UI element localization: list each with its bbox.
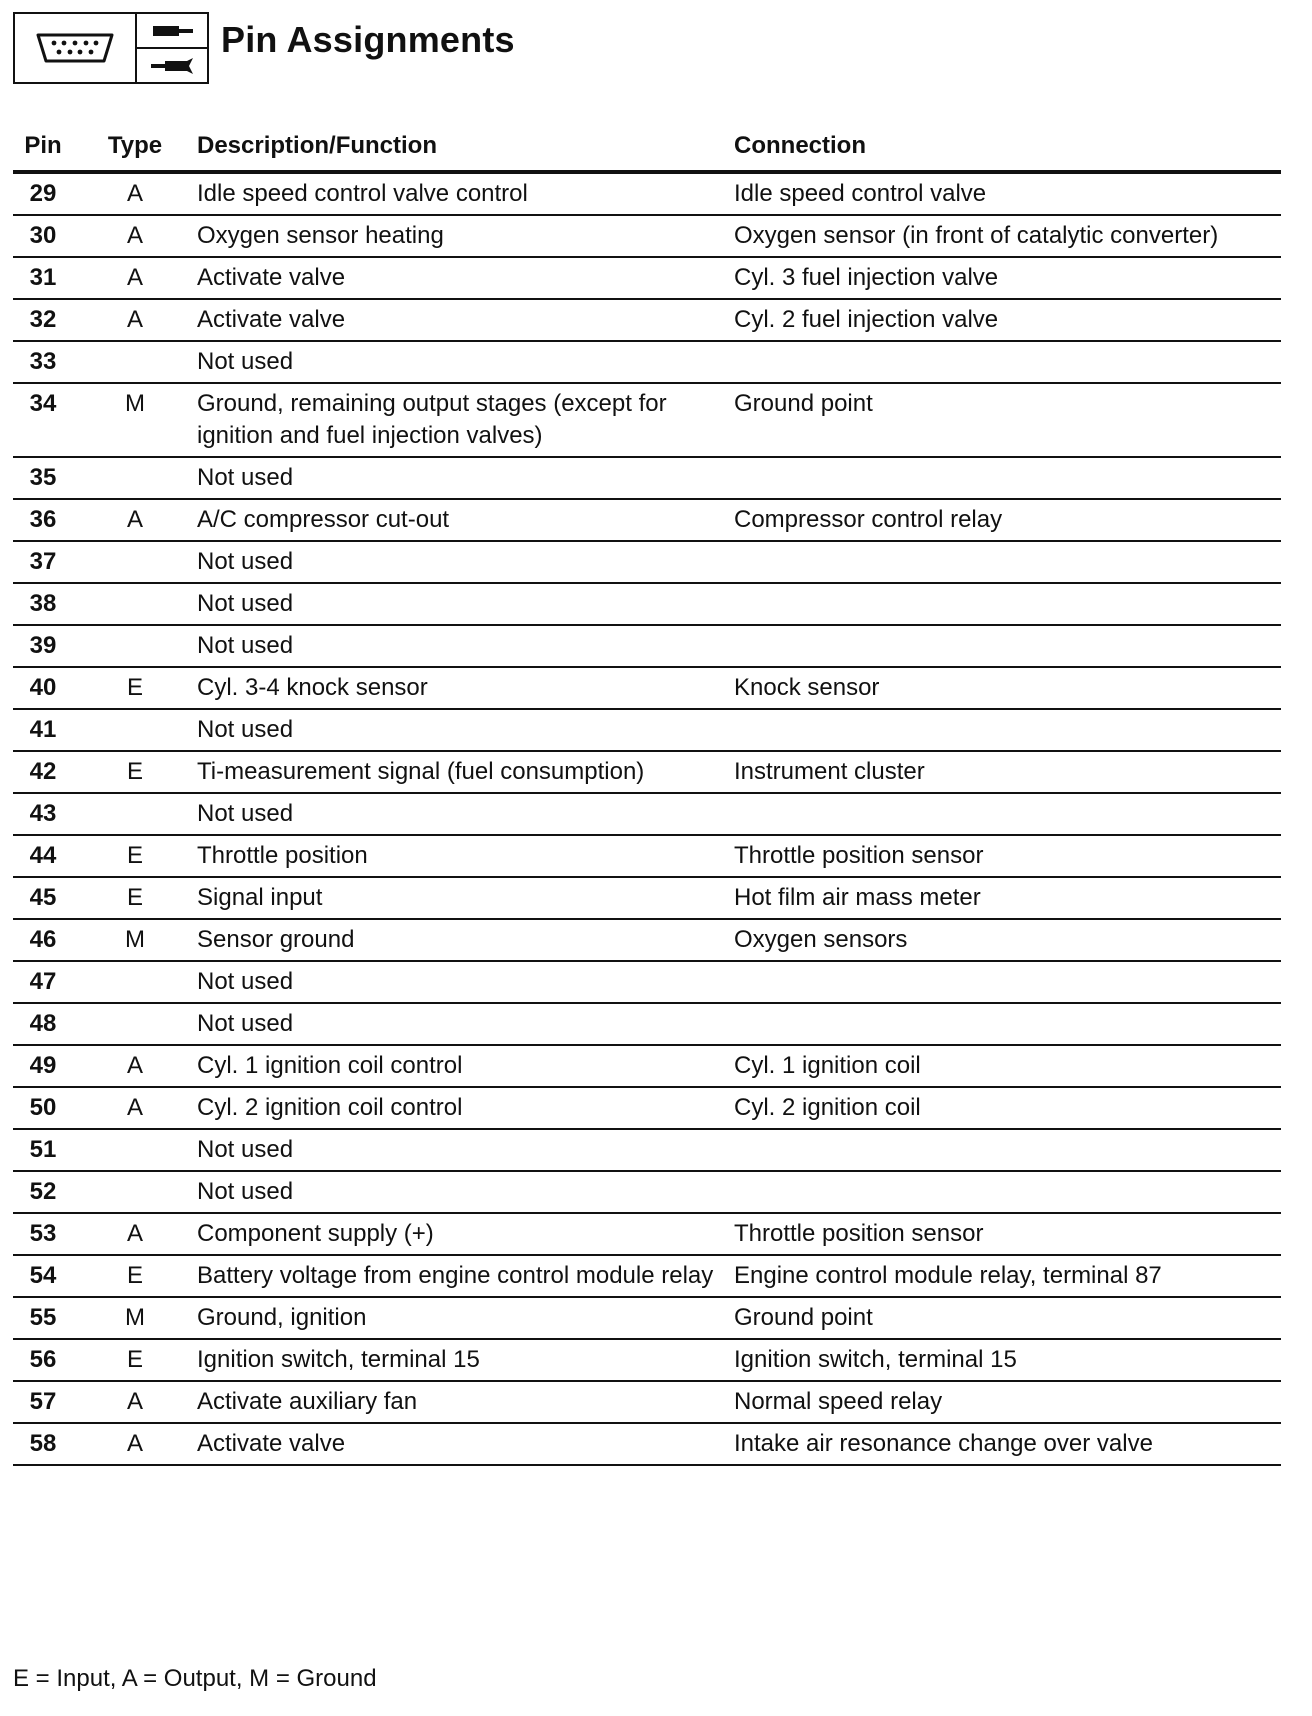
pin-cell: 43 (29, 800, 57, 827)
table-row (13, 1298, 1281, 1340)
pin-cell: 46 (29, 926, 57, 953)
type-cell (73, 346, 197, 378)
table-row (13, 258, 1281, 300)
type-cell (73, 1134, 197, 1166)
description-cell: Not used (197, 464, 294, 491)
type-cell: E (126, 842, 143, 869)
description-cell: Not used (197, 590, 294, 617)
type-cell (73, 798, 197, 830)
connection-cell: Cyl. 2 ignition coil (734, 1094, 921, 1121)
table-body (13, 174, 1281, 1466)
column-header-type: Type (107, 132, 163, 159)
connection-cell: Oxygen sensor (in front of catalytic converter) (734, 222, 1219, 249)
type-cell: M (125, 926, 145, 953)
table-row (13, 1340, 1281, 1382)
table-row (13, 1382, 1281, 1424)
connection-cell (734, 462, 1281, 494)
pin-cell: 51 (29, 1136, 57, 1163)
connection-cell: Cyl. 3 fuel injection valve (734, 264, 999, 291)
type-cell: A (126, 1052, 143, 1079)
connection-cell (734, 588, 1281, 620)
pin-cell: 42 (29, 758, 57, 785)
pin-cell: 35 (29, 464, 57, 491)
type-cell (73, 1176, 197, 1208)
table-row (13, 752, 1281, 794)
connection-cell: Instrument cluster (734, 758, 925, 785)
type-cell (73, 630, 197, 662)
description-cell: Not used (197, 1010, 294, 1037)
pin-cell: 44 (29, 842, 57, 869)
type-cell (73, 966, 197, 998)
pin-cell: 49 (29, 1052, 57, 1079)
table-row (13, 878, 1281, 920)
table-row (13, 1424, 1281, 1466)
pin-cell: 57 (29, 1388, 57, 1415)
table-row (13, 794, 1281, 836)
type-cell: A (126, 1220, 143, 1247)
description-cell: Activate auxiliary fan (197, 1388, 418, 1415)
connection-cell (734, 966, 1281, 998)
description-cell: Throttle position (197, 842, 368, 869)
description-cell: Not used (197, 548, 294, 575)
description-cell: A/C compressor cut-out (197, 506, 450, 533)
pin-cell: 34 (29, 390, 57, 417)
connection-cell: Intake air resonance change over valve (734, 1430, 1153, 1457)
pin-cell: 55 (29, 1304, 57, 1331)
type-cell (73, 462, 197, 494)
pin-cell: 52 (29, 1178, 57, 1205)
table-row (13, 1088, 1281, 1130)
connection-cell: Compressor control relay (734, 506, 1003, 533)
description-cell: Not used (197, 968, 294, 995)
table-header (13, 122, 1281, 170)
table-row (13, 458, 1281, 500)
pin-cell: 29 (29, 180, 57, 207)
pin-cell: 41 (29, 716, 57, 743)
pin-cell: 45 (29, 884, 57, 911)
table-row (13, 710, 1281, 752)
description-cell: Not used (197, 1136, 294, 1163)
column-header-connection: Connection (734, 132, 866, 159)
description-cell: Activate valve (197, 306, 346, 333)
description-cell: Ground, remaining output stages (except for ignition and fuel injection valves) (197, 390, 667, 449)
type-cell: A (126, 264, 143, 291)
page-header (13, 11, 515, 85)
connection-cell: Ignition switch, terminal 15 (734, 1346, 1017, 1373)
table-row (13, 1004, 1281, 1046)
description-cell: Ground, ignition (197, 1304, 367, 1331)
legend: E = Input, A = Output, M = Ground (13, 1665, 377, 1692)
pin-cell: 33 (29, 348, 57, 375)
table-row (13, 500, 1281, 542)
icon-box (13, 12, 209, 84)
description-cell: Battery voltage from engine control module relay (197, 1262, 714, 1289)
description-cell: Not used (197, 632, 294, 659)
description-cell: Ti-measurement signal (fuel consumption) (197, 758, 645, 785)
pin-cell: 40 (29, 674, 57, 701)
connection-cell (734, 546, 1281, 578)
type-cell: A (126, 222, 143, 249)
connection-cell (734, 346, 1281, 378)
table-row (13, 174, 1281, 216)
pin-cell: 37 (29, 548, 57, 575)
table-row (13, 626, 1281, 668)
connection-cell: Throttle position sensor (734, 1220, 984, 1247)
type-cell: A (126, 1430, 143, 1457)
type-cell: E (126, 1346, 143, 1373)
type-cell: E (126, 674, 143, 701)
table-row (13, 1214, 1281, 1256)
connection-cell (734, 630, 1281, 662)
type-cell: M (125, 1304, 145, 1331)
page-title: Pin Assignments (221, 19, 515, 60)
type-cell (73, 588, 197, 620)
description-cell: Not used (197, 800, 294, 827)
description-cell: Activate valve (197, 264, 346, 291)
type-cell (73, 1008, 197, 1040)
type-cell: A (126, 180, 143, 207)
description-cell: Not used (197, 348, 294, 375)
pin-cell: 30 (29, 222, 57, 249)
connection-cell: Ground point (734, 390, 873, 417)
description-cell: Sensor ground (197, 926, 355, 953)
table-row (13, 836, 1281, 878)
connection-cell: Knock sensor (734, 674, 880, 701)
table-row (13, 216, 1281, 258)
connection-cell: Engine control module relay, terminal 87 (734, 1262, 1162, 1289)
connection-cell (734, 1134, 1281, 1166)
type-cell (73, 546, 197, 578)
table-row (13, 384, 1281, 458)
pin-assignments-table (13, 122, 1281, 1466)
description-cell: Cyl. 1 ignition coil control (197, 1052, 463, 1079)
table-row (13, 1172, 1281, 1214)
description-cell: Cyl. 3-4 knock sensor (197, 674, 428, 701)
table-row (13, 1046, 1281, 1088)
description-cell: Idle speed control valve control (197, 180, 528, 207)
table-row (13, 1130, 1281, 1172)
connection-cell: Hot film air mass meter (734, 884, 981, 911)
description-cell: Ignition switch, terminal 15 (197, 1346, 480, 1373)
pin-cell: 47 (29, 968, 57, 995)
type-cell: E (126, 758, 143, 785)
pin-cell: 36 (29, 506, 57, 533)
description-cell: Not used (197, 716, 294, 743)
type-cell: A (126, 306, 143, 333)
in-out-arrows-icon (137, 14, 207, 82)
type-cell: E (126, 884, 143, 911)
connection-cell: Idle speed control valve (734, 180, 987, 207)
connection-cell: Cyl. 1 ignition coil (734, 1052, 921, 1079)
connector-icon (15, 14, 137, 82)
pin-cell: 53 (29, 1220, 57, 1247)
connection-cell (734, 1008, 1281, 1040)
table-row (13, 584, 1281, 626)
pin-cell: 31 (29, 264, 57, 291)
table-row (13, 668, 1281, 710)
pin-cell: 54 (29, 1262, 57, 1289)
pin-cell: 38 (29, 590, 57, 617)
connection-cell: Normal speed relay (734, 1388, 943, 1415)
type-cell (73, 714, 197, 746)
table-row (13, 542, 1281, 584)
connection-cell (734, 798, 1281, 830)
description-cell: Signal input (197, 884, 323, 911)
table-row (13, 300, 1281, 342)
table-row (13, 962, 1281, 1004)
connection-cell: Cyl. 2 fuel injection valve (734, 306, 999, 333)
type-cell: A (126, 1094, 143, 1121)
pin-cell: 48 (29, 1010, 57, 1037)
pin-cell: 58 (29, 1430, 57, 1457)
connection-cell: Throttle position sensor (734, 842, 984, 869)
description-cell: Component supply (+) (197, 1220, 434, 1247)
description-cell: Oxygen sensor heating (197, 222, 444, 249)
column-header-description: Description/Function (197, 132, 437, 159)
type-cell: E (126, 1262, 143, 1289)
connection-cell (734, 1176, 1281, 1208)
pin-cell: 32 (29, 306, 57, 333)
type-cell: A (126, 1388, 143, 1415)
description-cell: Activate valve (197, 1430, 346, 1457)
pin-cell: 56 (29, 1346, 57, 1373)
connection-cell (734, 714, 1281, 746)
pin-cell: 50 (29, 1094, 57, 1121)
description-cell: Not used (197, 1178, 294, 1205)
table-row (13, 920, 1281, 962)
type-cell: M (125, 390, 145, 417)
pin-cell: 39 (29, 632, 57, 659)
table-row (13, 1256, 1281, 1298)
connection-cell: Ground point (734, 1304, 873, 1331)
description-cell: Cyl. 2 ignition coil control (197, 1094, 463, 1121)
connection-cell: Oxygen sensors (734, 926, 908, 953)
table-row (13, 342, 1281, 384)
type-cell: A (126, 506, 143, 533)
column-header-pin: Pin (24, 132, 62, 159)
